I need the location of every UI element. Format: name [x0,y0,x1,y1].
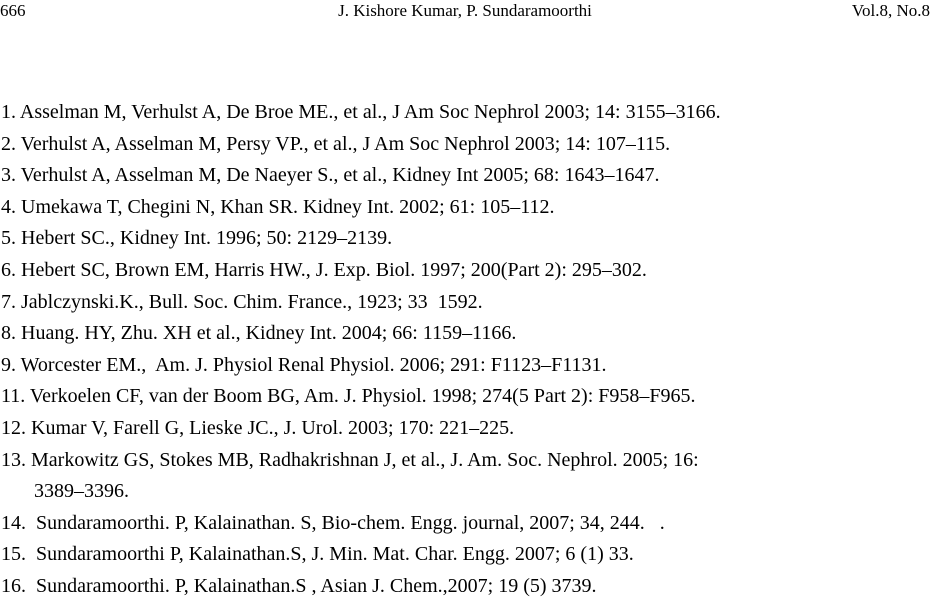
reference-text: 2. Verhulst A, Asselman M, Persy VP., et al., J Am Soc Nephrol 2003; 14: 107–115. [1,132,671,155]
reference-item [0,381,930,413]
running-head-authors: J. Kishore Kumar, P. Sundaramoorthi [338,1,592,20]
reference-item [0,223,930,255]
reference-text: 9. Worcester EM., Am. J. Physiol Renal Physiol. 2006; 291: F1123–F1131. [1,353,607,376]
reference-list [0,97,930,603]
volume-issue: Vol.8, No.8 [851,1,930,20]
reference-item [0,318,930,350]
page-number: 666 [0,1,26,20]
reference-text: 6. Hebert SC, Brown EM, Harris HW., J. Exp. Biol. 1997; 200(Part 2): 295–302. [1,258,647,281]
reference-text: 3. Verhulst A, Asselman M, De Naeyer S., et al., Kidney Int 2005; 68: 1643–1647. [1,164,660,187]
reference-item [0,571,930,603]
reference-text: 5. Hebert SC., Kidney Int. 1996; 50: 2129–2139. [1,227,393,250]
reference-text: 1. Asselman M, Verhulst A, De Broe ME., et al., J Am Soc Nephrol 2003; 14: 3155–3166. [1,101,721,123]
reference-item [0,97,930,129]
reference-item [0,255,930,287]
reference-item [0,192,930,224]
reference-item [0,413,930,445]
reference-item [0,350,930,382]
reference-item [0,287,930,319]
reference-text: 14. Sundaramoorthi. P, Kalainathan. S, Bio-chem. Engg. journal, 2007; 34, 244. . [1,511,665,534]
reference-text: 7. Jablczynski.K., Bull. Soc. Chim. France., 1923; 33 1592. [1,290,483,313]
reference-text: 8. Huang. HY, Zhu. XH et al., Kidney Int. 2004; 66: 1159–1166. [1,322,517,345]
page-header [0,0,930,24]
reference-continuation: 3389–3396. [34,480,129,503]
reference-text: 11. Verkoelen CF, van der Boom BG, Am. J. Physiol. 1998; 274(5 Part 2): F958–F965. [1,385,696,408]
reference-text: 15. Sundaramoorthi P, Kalainathan.S, J. Min. Mat. Char. Engg. 2007; 6 (1) 33. [1,543,634,566]
reference-item [0,445,930,508]
reference-text: 12. Kumar V, Farell G, Lieske JC., J. Urol. 2003; 170: 221–225. [1,416,515,439]
reference-item [0,160,930,192]
reference-text: 4. Umekawa T, Chegini N, Khan SR. Kidney Int. 2002; 61: 105–112. [1,195,555,218]
reference-text: 13. Markowitz GS, Stokes MB, Radhakrishnan J, et al., J. Am. Soc. Nephrol. 2005; 16: [1,448,699,471]
reference-text: 16. Sundaramoorthi. P, Kalainathan.S , Asian J. Chem.,2007; 19 (5) 3739. [1,574,597,597]
reference-item [0,539,930,571]
reference-item [0,508,930,540]
reference-item [0,129,930,161]
